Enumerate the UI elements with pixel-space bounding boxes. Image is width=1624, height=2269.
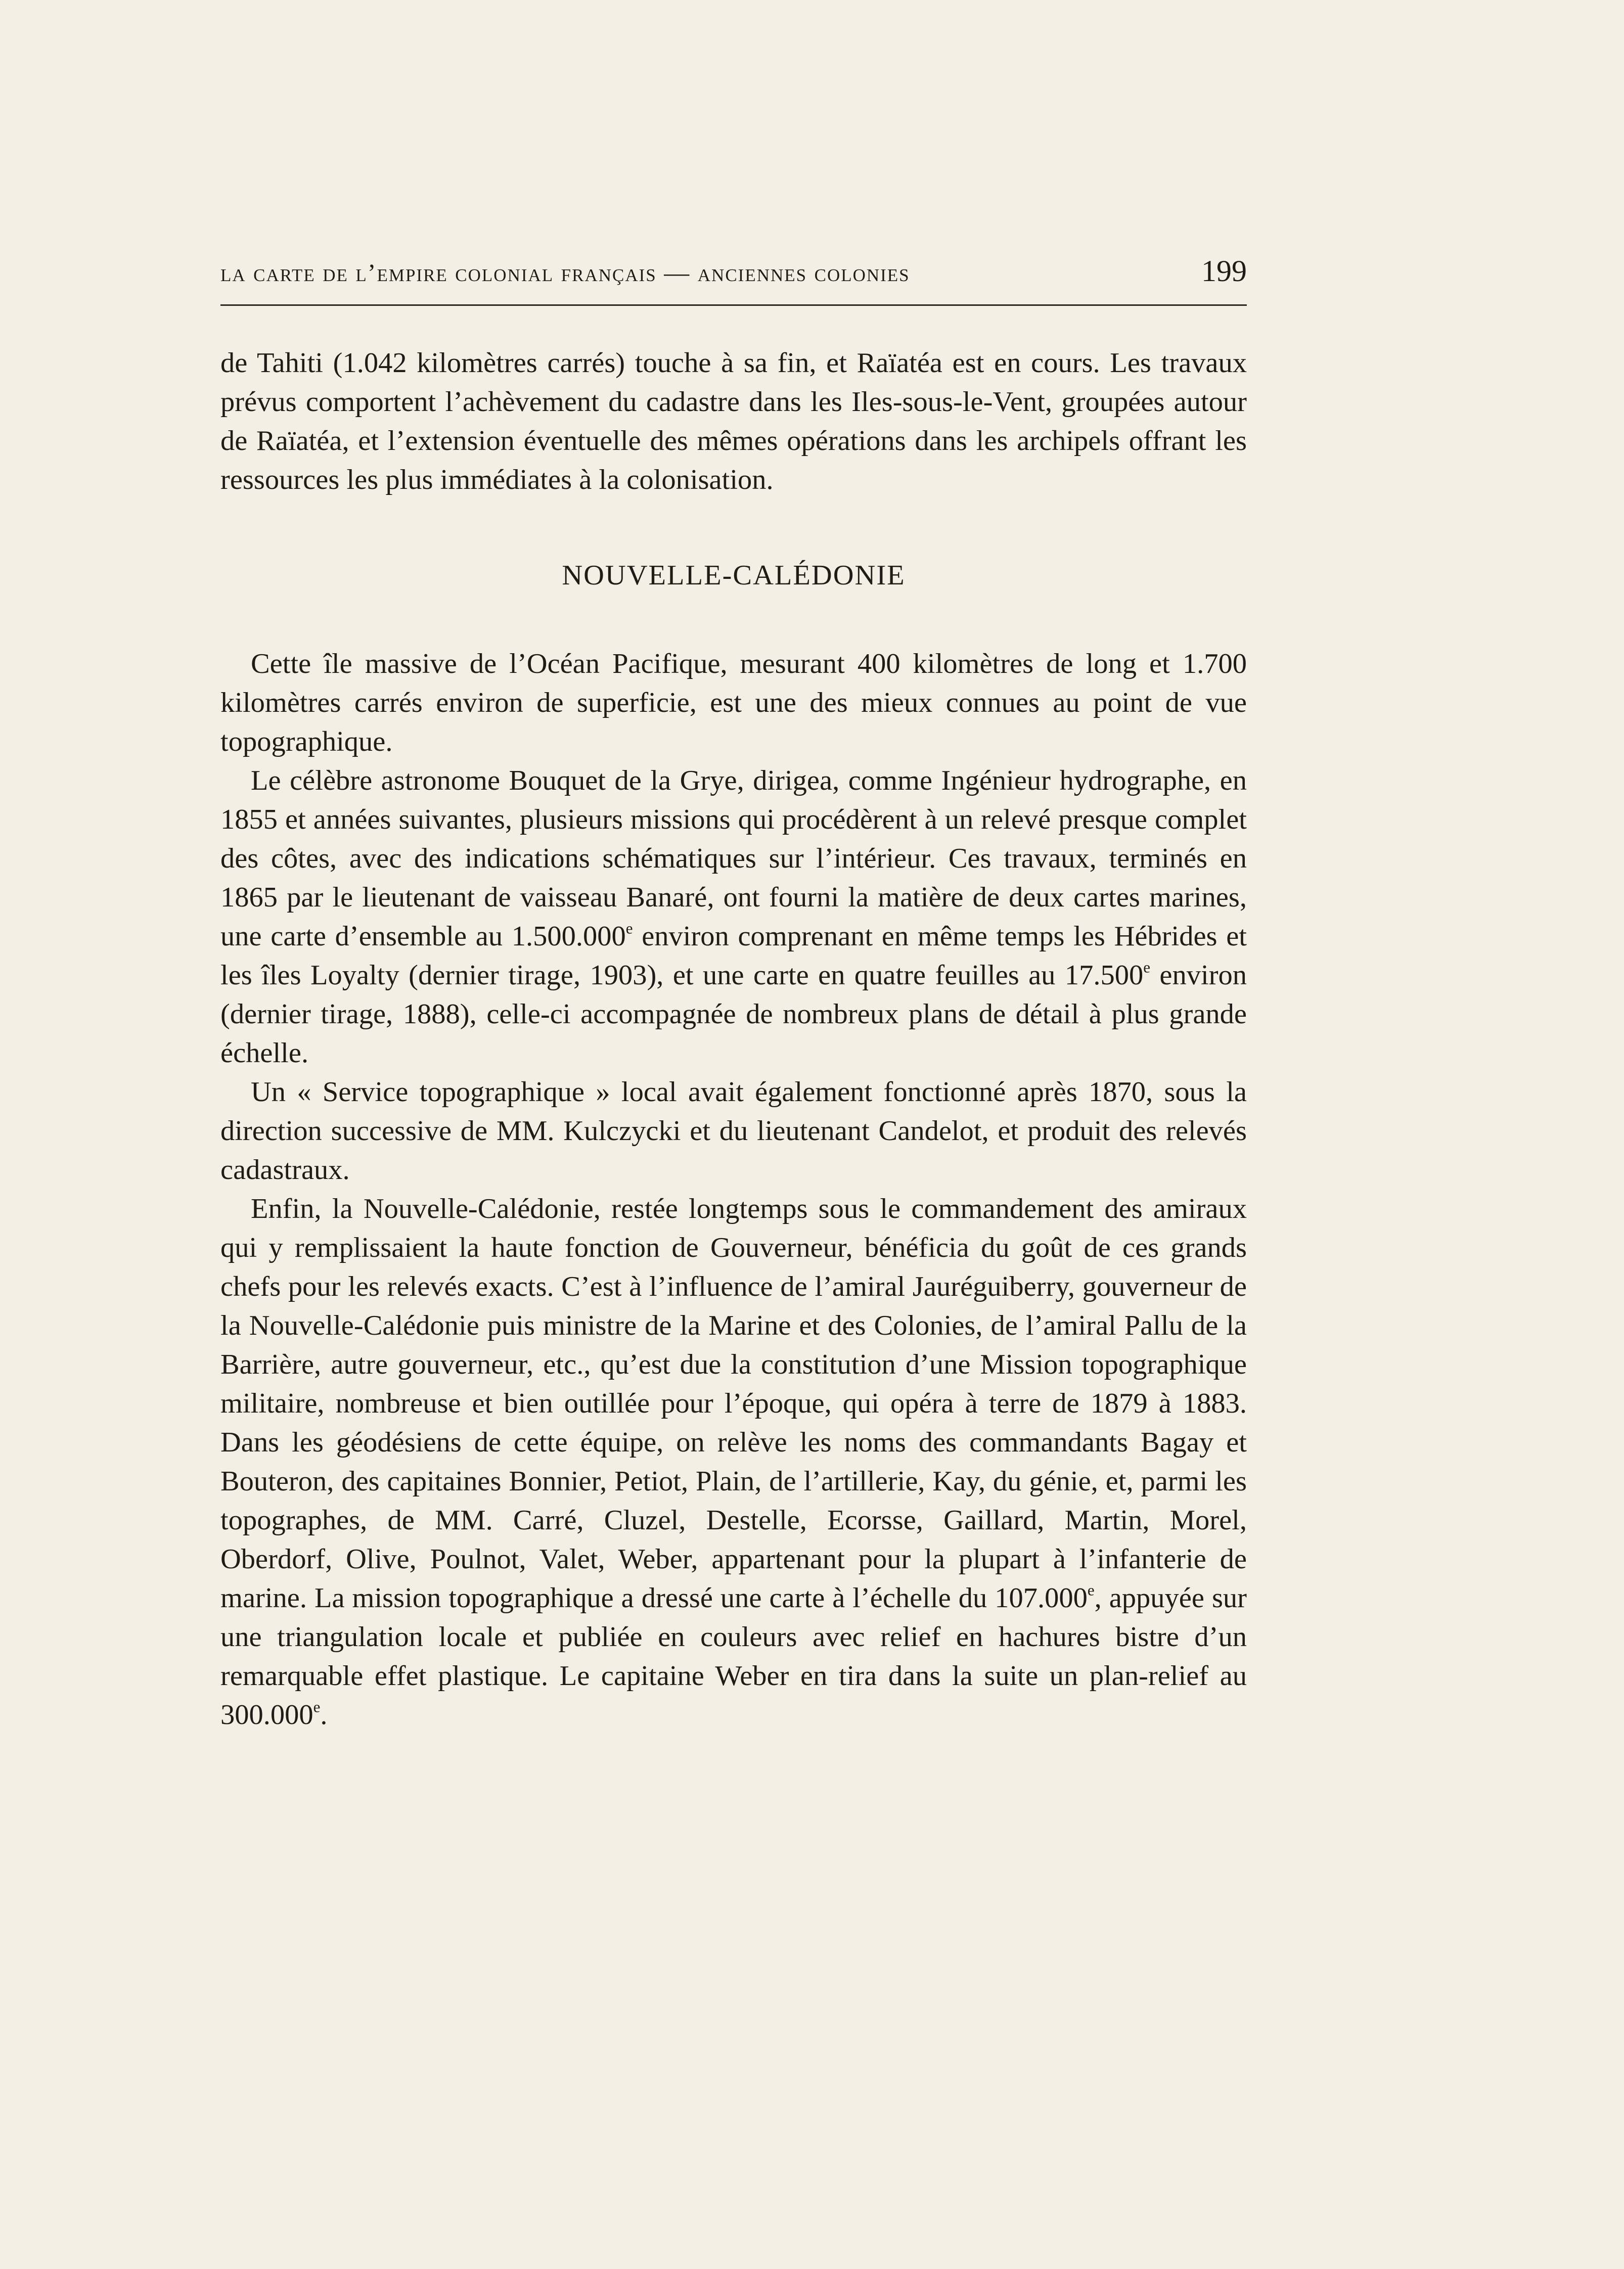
paragraph — [220, 761, 1247, 1073]
section-title: NOUVELLE-CALÉDONIE — [562, 560, 906, 591]
paragraph-text: , appuyée sur une triangulation locale et publiée en couleurs avec relief en hachures bistre d’un remarquable effet plastique. Le capitaine Weber en tira dans la suite un plan-relief au 300.000 — [220, 1582, 1247, 1731]
ordinal-superscript: e — [625, 919, 633, 937]
running-head — [220, 254, 1247, 294]
text-block — [220, 344, 1247, 1735]
intro-paragraph: de Tahiti (1.042 kilomètres carrés) touche à sa fin, et Raïatéa est en cours. Les travaux prévus comportent l’achèvement du cadastre dans les Iles-sous-le-Vent, groupées autour de Raïatéa, et l’extension éventuelle des mêmes opérations dans les archipels offrant les ressources les plus immédiates à la colonisation. — [220, 347, 1247, 495]
paragraph-text: environ (dernier tirage, 1888), celle-ci accompagnée de nombreux plans de détail à plus grande échelle. — [220, 960, 1247, 1069]
ordinal-superscript: e — [313, 1698, 321, 1716]
paragraph: Un « Service topographique » local avait également fonctionné après 1870, sous la direction successive de MM. Kulczycki et du lieutenant Candelot, et produit des relevés cadastraux. — [220, 1076, 1247, 1186]
ordinal-superscript: e — [1143, 958, 1151, 976]
paragraph: Cette île massive de l’Océan Pacifique, mesurant 400 kilomètres de long et 1.700 kilomètres carrés environ de superficie, est une des mieux connues au point de vue topographique. — [220, 648, 1247, 757]
paragraph-text: . — [320, 1699, 328, 1731]
paragraph-text: Enfin, la Nouvelle-Calédonie, restée longtemps sous le commandement des amiraux qui y remplissaient la haute fonction de Gouverneur, bénéficia du goût de ces grands chefs pour les relevés exacts. C’est à l’influence de l’amiral Jauréguiberry, gouverneur de la Nouvelle-Calédonie puis ministre de la Marine et des Colonies, de l’amiral Pallu de la Barrière, autre gouverneur, etc., qu’est due la constitution d’une Mission topographique militaire, nombreuse et bien outillée pour l’époque, qui opéra à terre de 1879 à 1883. Dans les géodésiens de cette équipe, on relève les noms des commandants Bagay et Bouteron, des capitaines Bonnier, Petiot, Plain, de l’artillerie, Kay, du génie, et, parmi les topographes, de MM. Carré, Cluzel, Destelle, Ecorsse, Gaillard, Martin, Morel, Oberdorf, Olive, Poulnot, Valet, Weber, appartenant pour la plupart à l’infanterie de marine. La mission topographique a dressé une carte à l’échelle du 107.000 — [220, 1193, 1247, 1614]
page-number: 199 — [1201, 254, 1247, 288]
running-title: la carte de l’empire colonial français — anciennes colonies — [220, 258, 910, 287]
header-rule — [220, 304, 1247, 306]
paragraph — [220, 1190, 1247, 1735]
paragraph-text: environ comprenant en même temps les Hébrides et les îles Loyalty (dernier tirage, 1903), et une carte en quatre feuilles au 17.500 — [220, 921, 1247, 991]
paragraph-text: Le célèbre astronome Bouquet de la Grye, dirigea, comme Ingénieur hydrographe, en 1855 et années suivantes, plusieurs missions qui procédèrent à un relevé presque complet des côtes, avec des indications schématiques sur l’intérieur. Ces travaux, terminés en 1865 par le lieutenant de vaisseau Banaré, ont fourni la matière de deux cartes marines, une carte d’ensemble au 1.500.000 — [220, 765, 1247, 952]
ordinal-superscript: e — [1087, 1581, 1095, 1599]
